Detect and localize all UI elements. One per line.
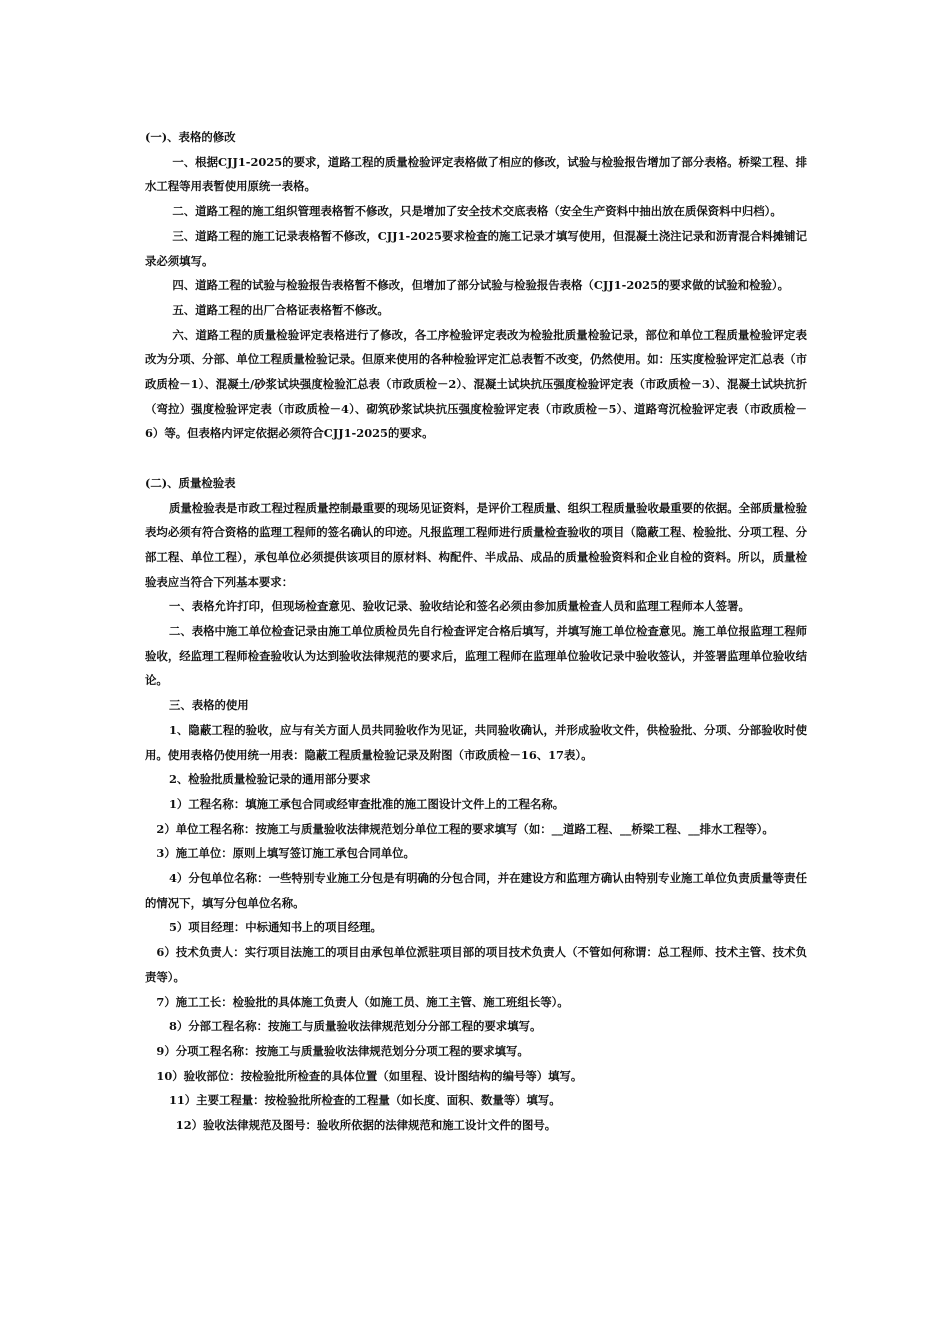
- list-item-4: 4）分包单位名称：一些特别专业施工分包是有明确的分包合同，并在建设方和监理方确认由特别专业施工单位负责质量等责任的情况下，填写分包单位名称。: [145, 871, 807, 910]
- list-item-2: 2）单位工程名称：按施工与质量验收法律规范划分单位工程的要求填写（如：__道路工程、__桥梁工程、__排水工程等）。: [156, 821, 774, 836]
- section-spacer: [145, 446, 807, 471]
- list-item-12: 12）验收法律规范及图号：验收所依据的法律规范和施工设计文件的图号。: [175, 1118, 557, 1133]
- list-item-5: 5）项目经理：中标通知书上的项目经理。: [168, 920, 382, 935]
- requirement-2: 二、表格中施工单位检查记录由施工单位质检员先自行检查评定合格后填写，并填写施工单位检查意见。施工单位报监理工程师验收，经监理工程师检查验收认为达到验收法律规范的要求后，监理工程师在监理单位验收记录中验收签认，并签署监理单位验收结论。: [145, 624, 807, 688]
- requirement-3: 三、表格的使用: [168, 698, 249, 713]
- list-item-10: 10）验收部位：按检验批所检查的具体位置（如里程、设计图结构的编号等）填写。: [156, 1068, 583, 1083]
- list-item-3: 3）施工单位：原则上填写签订施工承包合同单位。: [156, 846, 415, 861]
- requirement-1: 一、表格允许打印，但现场检查意见、验收记录、验收结论和签名必须由参加质量检查人员和监理工程师本人签署。: [168, 599, 750, 614]
- section-2-title: (二)、质量检验表: [145, 475, 236, 490]
- usage-2: 2、检验批质量检验记录的通用部分要求: [168, 772, 371, 787]
- list-item-7: 7）施工工长：检验批的具体施工负责人（如施工员、施工主管、施工班组长等）。: [156, 994, 569, 1009]
- usage-1: 1、隐蔽工程的验收，应与有关方面人员共同验收作为见证，共同验收确认，并形成验收文件，供检验批、分项、分部验收时使用。使用表格仍使用统一用表：隐蔽工程质量检验记录及附图（市政质检－16、17表）。: [145, 722, 807, 762]
- list-item-9: 9）分项工程名称：按施工与质量验收法律规范划分分项工程的要求填写。: [156, 1044, 529, 1058]
- document-page: [145, 125, 807, 1138]
- section-1-paragraph-4: 四、道路工程的试验与检验报告表格暂不修改，但增加了部分试验与检验报告表格（CJJ1-2025的要求做的试验和检验）。: [172, 278, 790, 293]
- section-1-paragraph-6: 六、道路工程的质量检验评定表格进行了修改，各工序检验评定表改为检验批质量检验记录，部位和单位工程质量检验评定表改为分项、分部、单位工程质量检验记录。但原来使用的各种检验评定汇总表暂不改变，仍然使用。如：压实度检验评定汇总表（市政质检－1）、混凝土/砂浆试块强度检验汇总表（市政质检－2）、混凝土试块抗压强度检验评定表（市政质检－3）、混凝土试块抗折（弯拉）强度检验评定表（市政质检－4）、砌筑砂浆试块抗压强度检验评定表（市政质检－5）、道路弯沉检验评定表（市政质检－6）等。但表格内评定依据必须符合CJJ1-2025的要求。: [145, 327, 807, 441]
- list-item-6: 6）技术负责人：实行项目法施工的项目由承包单位派驻项目部的项目技术负责人（不管如何称谓：总工程师、技术主管、技术负责等）。: [145, 945, 807, 984]
- section-1-paragraph-3: 三、道路工程的施工记录表格暂不修改，CJJ1-2025要求检查的施工记录才填写使用，但混凝土浇注记录和沥青混合料摊铺记录必须填写。: [145, 228, 807, 268]
- section-1-paragraph-5: 五、道路工程的出厂合格证表格暂不修改。: [172, 302, 389, 317]
- list-item-11: 11）主要工程量：按检验批所检查的工程量（如长度、面积、数量等）填写。: [168, 1093, 561, 1108]
- section-1-title: (一)、表格的修改: [145, 130, 236, 144]
- list-item-8: 8）分部工程名称：按施工与质量验收法律规范划分分部工程的要求填写。: [168, 1019, 542, 1034]
- list-item-1: 1）工程名称：填施工承包合同或经审查批准的施工图设计文件上的工程名称。: [168, 796, 565, 811]
- section-2-intro: 质量检验表是市政工程过程质量控制最重要的现场见证资料，是评价工程质量、组织工程质量验收最重要的依据。全部质量检验表均必须有符合资格的监理工程师的签名确认的印迹。凡报监理工程师进行质量检查验收的项目（隐蔽工程、检验批、分项工程、分部工程、单位工程），承包单位必须提供该项目的原材料、构配件、半成品、成品的质量检验资料和企业自检的资料。所以，质量检验表应当符合下列基本要求：: [145, 500, 807, 589]
- section-1-paragraph-2: 二、道路工程的施工组织管理表格暂不修改，只是增加了安全技术交底表格（安全生产资料中抽出放在质保资料中归档）。: [172, 204, 782, 219]
- section-1-paragraph-1: 一、根据CJJ1-2025的要求，道路工程的质量检验评定表格做了相应的修改，试验与检验报告增加了部分表格。桥梁工程、排水工程等用表暂使用原统一表格。: [145, 154, 807, 194]
